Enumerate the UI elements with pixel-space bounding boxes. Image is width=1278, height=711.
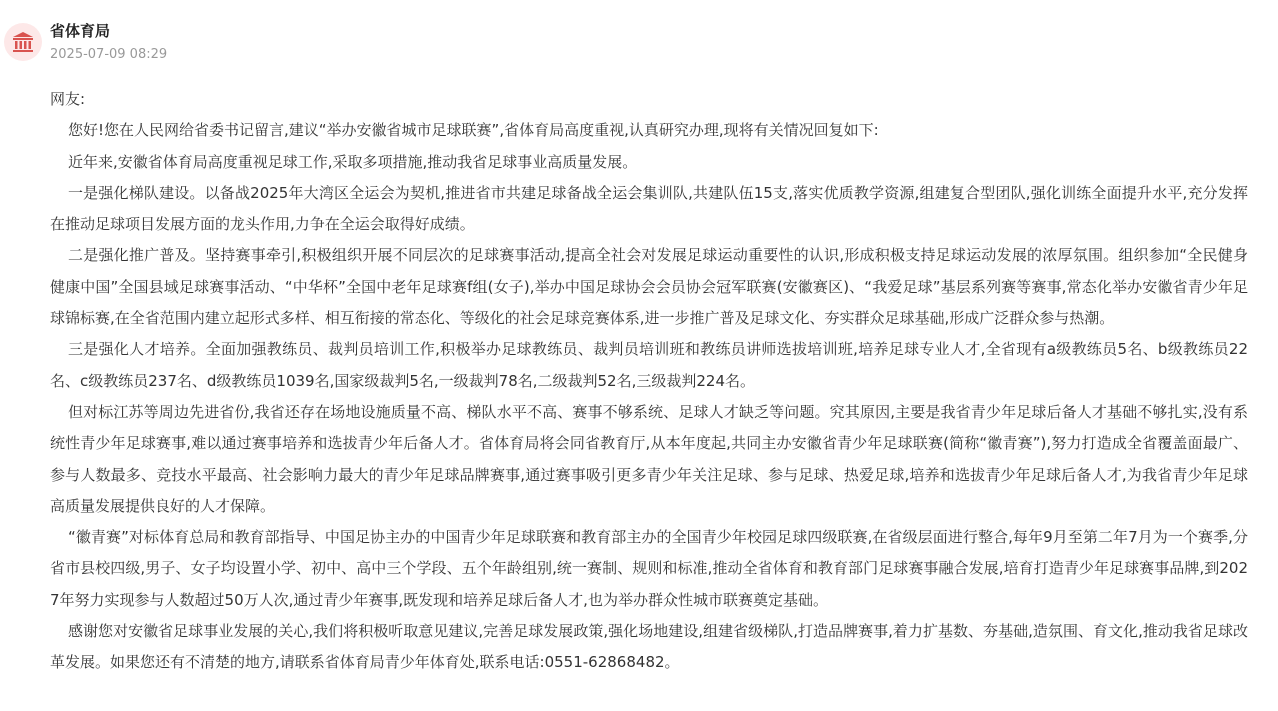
reply-paragraph-league: “徽青赛”对标体育总局和教育部指导、中国足协主办的中国青少年足球联赛和教育部主办的全国青少年校园足球四级联赛,在省级层面进行整合,每年9月至第二年7月为一个赛季,分省市县校四级,男子、女子均设置小学、初中、高中三个学段、五个年龄组别,统一赛制、规则和标准,推动全省体育和教育部门足球赛事融合发展,培育打造青少年足球赛事品牌,到2027年努力实现参与人数超过50万人次,通过青少年赛事,既发现和培养足球后备人才,也为举办群众性城市联赛奠定基础。 [50,528,1248,609]
reply-content [50,84,1248,679]
reply-paragraph-intro: 近年来,安徽省体育局高度重视足球工作,采取多项措施,推动我省足球事业高质量发展。 [68,152,638,171]
post-date: 2025-07-09 08:29 [50,47,168,62]
reply-paragraph-thanks: 感谢您对安徽省足球事业发展的关心,我们将积极听取意见建议,完善足球发展政策,强化场地建设,组建省级梯队,打造品牌赛事,着力扩基数、夯基础,造氛围、育文化,推动我省足球改革发展。如果您还有不清楚的地方,请联系省体育局青少年体育处,联系电话:0551-62868482。 [50,622,1248,672]
reply-paragraph-talent-training: 三是强化人才培养。全面加强教练员、裁判员培训工作,积极举办足球教练员、裁判员培训班和教练员讲师选拔培训班,培养足球专业人才,全省现有a级教练员5名、b级教练员22名、c级教练员237名、d级教练员1039名,国家级裁判5名,一级裁判78名,二级裁判52名,三级裁判224名。 [50,340,1248,390]
reply-paragraph-problems: 但对标江苏等周边先进省份,我省还存在场地设施质量不高、梯队水平不高、赛事不够系统、足球人才缺乏等问题。究其原因,主要是我省青少年足球后备人才基础不够扎实,没有系统性青少年足球赛事,难以通过赛事培养和选拔青少年后备人才。省体育局将会同省教育厅,从本年度起,共同主办安徽省青少年足球联赛(简称“徽青赛”),努力打造成全省覆盖面最广、参与人数最多、竞技水平最高、社会影响力最大的青少年足球品牌赛事,通过赛事吸引更多青少年关注足球、参与足球、热爱足球,培养和选拔青少年足球后备人才,为我省青少年足球高质量发展提供良好的人才保障。 [50,402,1248,515]
post-meta [50,20,167,65]
reply-paragraph-greeting: 您好!您在人民网给省委书记留言,建议“举办安徽省城市足球联赛”,省体育局高度重视,认真研究办理,现将有关情况回复如下: [68,121,879,140]
government-building-icon [11,30,35,54]
reply-paragraph-team-building: 一是强化梯队建设。以备战2025年大湾区全运会为契机,推进省市共建足球备战全运会集训队,共建队伍15支,落实优质教学资源,组建复合型团队,强化训练全面提升水平,充分发挥在推动足球项目发展方面的龙头作用,力争在全运会取得好成绩。 [50,183,1248,234]
avatar[interactable] [4,23,42,61]
post-header [4,20,167,68]
reply-salutation: 网友: [50,90,86,108]
reply-paragraph-popularization: 二是强化推广普及。坚持赛事牵引,积极组织开展不同层次的足球赛事活动,提高全社会对发展足球运动重要性的认识,形成积极支持足球运动发展的浓厚氛围。组织参加“全民健身 健康中国”全国县域足球赛事活动、“中华杯”全国中老年足球赛f组(女子),举办中国足球协会会员协会冠军联赛(安徽赛区)、“我爱足球”基层系列赛等赛事,常态化举办安徽省青少年足球锦标赛,在全省范围内建立起形式多样、相互衔接的常态化、等级化的社会足球竞赛体系,进一步推广普及足球文化、夯实群众足球基础,形成广泛群众参与热潮。 [50,246,1248,328]
author-name[interactable]: 省体育局 [50,22,111,40]
